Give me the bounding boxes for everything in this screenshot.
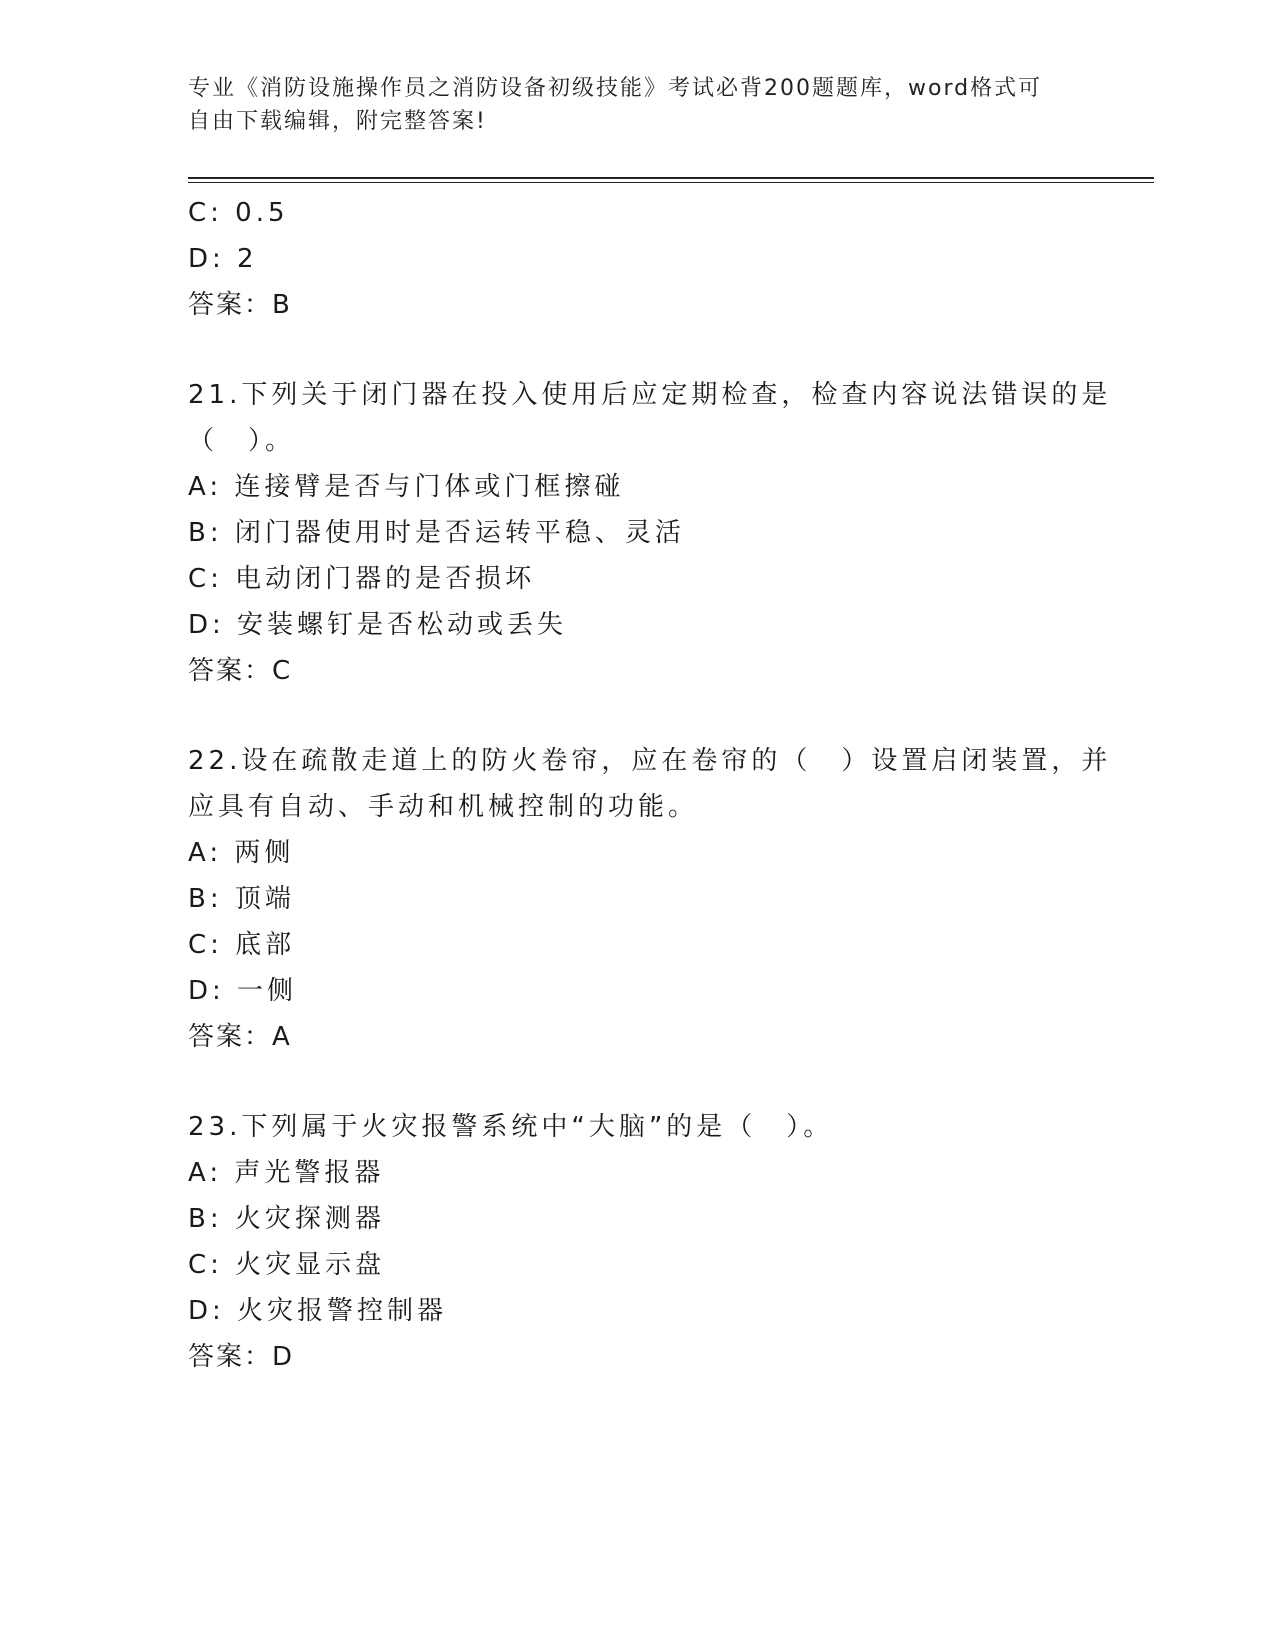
- option-d: D: 2: [188, 244, 258, 274]
- option-b: B: 闭门器使用时是否运转平稳、灵活: [188, 518, 685, 548]
- question-23: [188, 1104, 1088, 1380]
- option-b: B: 顶端: [188, 884, 295, 914]
- option-c: C: 火灾显示盘: [188, 1250, 386, 1280]
- question-list: [188, 190, 1112, 1380]
- question-text-line-1: 22.设在疏散走道上的防火卷帘，应在卷帘的（ ）设置启闭装置，并: [188, 746, 1112, 776]
- option-b: B: 火灾探测器: [188, 1204, 385, 1234]
- answer-line: 答案：B: [188, 290, 292, 320]
- answer-line: 答案：A: [188, 1022, 292, 1052]
- page-header: [188, 72, 1088, 138]
- question-text-line-1: 23.下列属于火灾报警系统中“大脑”的是（ ）。: [188, 1112, 834, 1142]
- header-line-2: 自由下载编辑，附完整答案!: [188, 109, 487, 134]
- question-text-line-2: 应具有自动、手动和机械控制的功能。: [188, 792, 699, 822]
- answer-line: 答案：D: [188, 1342, 295, 1372]
- question-text-line-1: 21.下列关于闭门器在投入使用后应定期检查，检查内容说法错误的是: [188, 380, 1112, 410]
- answer-line: 答案：C: [188, 656, 293, 686]
- option-d: D: 安装螺钉是否松动或丢失: [188, 610, 568, 640]
- header-divider-thick: [188, 177, 1154, 179]
- option-d: D: 一侧: [188, 976, 298, 1006]
- option-a: A: 声光警报器: [188, 1158, 385, 1188]
- option-a: A: 连接臂是否与门体或门框擦碰: [188, 472, 625, 502]
- previous-question-tail: [188, 190, 1088, 328]
- option-c: C: 底部: [188, 930, 296, 960]
- option-d: D: 火灾报警控制器: [188, 1296, 448, 1326]
- option-c: C: 电动闭门器的是否损坏: [188, 564, 536, 594]
- question-text-line-2: （ ）。: [188, 426, 296, 456]
- header-line-1: 专业《消防设施操作员之消防设备初级技能》考试必背200题题库，word格式可: [188, 76, 1043, 101]
- header-divider-thin: [188, 182, 1154, 183]
- option-c: C: 0.5: [188, 198, 289, 228]
- option-a: A: 两侧: [188, 838, 295, 868]
- question-21: [188, 372, 1112, 694]
- question-22: [188, 738, 1112, 1060]
